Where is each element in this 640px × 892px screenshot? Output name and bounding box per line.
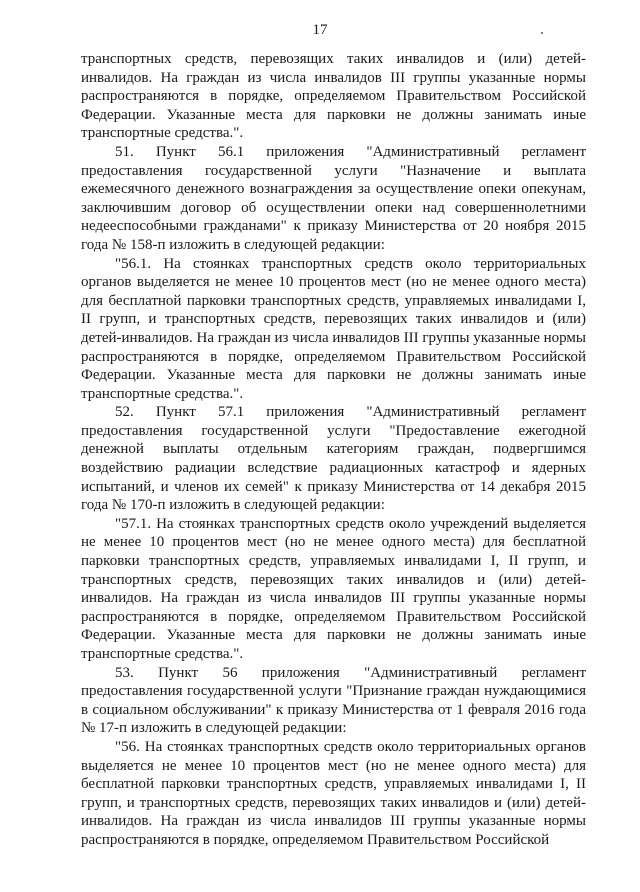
paragraph-continuation: транспортных средств, перевозящих таких инвалидов и (или) детей-инвалидов. На граждан из числа инвалидов III группы указанные нормы распространяются в порядке, определяемом Правительством Российской Федерации. Указанные места для парковки не должны занимать иные транспортные средства.".: [81, 51, 586, 142]
paragraph-quote-57-1: "57.1. На стоянках транспортных средств около учреждений выделяется не менее 10 процентов мест (но не менее одного места) для бесплатной парковки транспортных средств, управляемых инвалидами I, II групп, и транспортных средств, перевозящих таких инвалидов и (или) детей-инвалидов. На граждан из числа инвалидов III группы указанные нормы распространяются в порядке, определяемом Правительством Российской Федерации. Указанные места для парковки не должны занимать иные транспортные средства.".: [81, 515, 586, 662]
paragraph-quote-56-1: "56.1. На стоянках транспортных средств около территориальных органов выделяется не менее 10 процентов мест (но не менее одного места) для бесплатной парковки транспортных средств, управляемых инвалидами I, II групп, и транспортных средств, перевозящих таких инвалидов и (или) детей-инвалидов. На граждан из числа инвалидов III группы указанные нормы распространяются в порядке, определяемом Правительством Российской Федерации. Указанные места для парковки не должны занимать иные транспортные средства.".: [81, 255, 586, 402]
page-number: 17: [312, 22, 328, 38]
scan-speck: [541, 32, 543, 34]
paragraph-quote-56: "56. На стоянках транспортных средств около территориальных органов выделяется не менее 10 процентов мест (но не менее одного места) для бесплатной парковки транспортных средств, управляемых инвалидами I, II групп, и транспортных средств, перевозящих таких инвалидов и (или) детей-инвалидов. На граждан из числа инвалидов III группы указанные нормы распространяются в порядке, определяемом Правительством Российской: [81, 738, 586, 848]
paragraph-item-52: 52. Пункт 57.1 приложения "Административный регламент предоставления государственной услуги "Предоставление ежегодной денежной выплаты отдельным категориям граждан, подвергшимся воздействию радиации вследствие радиационных катастроф и ядерных испытаний, и членов их семей" к приказу Министерства от 14 декабря 2015 года № 170-п изложить в следующей редакции:: [81, 404, 586, 514]
paragraph-item-53: 53. Пункт 56 приложения "Административный регламент предоставления государственной услуги "Признание граждан нуждающимися в социальном обслуживании" к приказу Министерства от 1 февраля 2016 года № 17-п изложить в следующей редакции:: [81, 664, 586, 737]
paragraph-item-51: 51. Пункт 56.1 приложения "Административный регламент предоставления государственной услуги "Назначение и выплата ежемесячного денежного вознаграждения за осуществление опеки опекунам, заключившим договор об осуществлении опеки над совершеннолетними недееспособными гражданами" к приказу Министерства от 20 ноября 2015 года № 158-п изложить в следующей редакции:: [81, 143, 586, 253]
document-body: [81, 50, 586, 850]
